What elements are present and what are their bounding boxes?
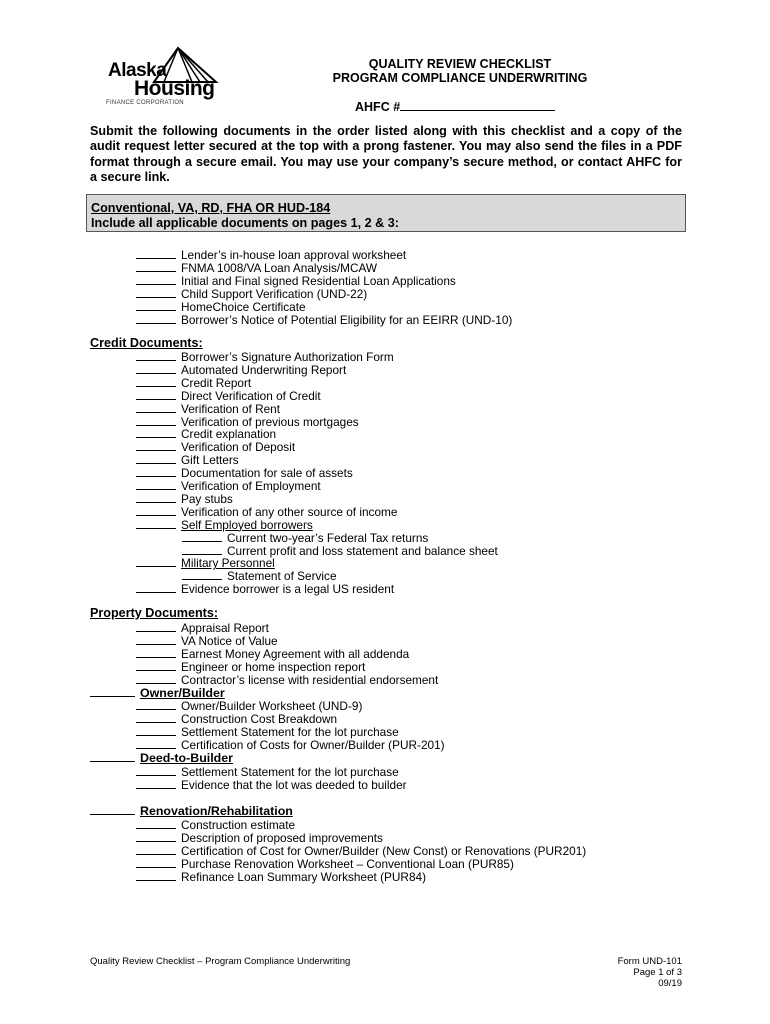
checkbox-blank[interactable] [136, 673, 176, 684]
checklist-item [182, 544, 498, 558]
footer-page-number: Page 1 of 3 [633, 967, 682, 978]
checklist-item [136, 765, 399, 779]
checkbox-blank[interactable] [136, 857, 176, 868]
logo-alaska-text: Alaska [108, 60, 167, 81]
checkbox-blank[interactable] [136, 313, 176, 324]
checklist-item-label: Contractor’s license with residential endorsement [181, 672, 439, 687]
property-documents-heading: Property Documents: [90, 606, 219, 620]
checkbox-blank[interactable] [90, 751, 135, 762]
checklist-item [136, 389, 321, 403]
checkbox-blank[interactable] [90, 686, 135, 697]
checkbox-blank[interactable] [90, 804, 135, 815]
checklist-item-label: Pay stubs [181, 491, 233, 506]
checklist-item-label: Evidence that the lot was deeded to builder [181, 777, 407, 792]
checklist-item [136, 274, 456, 288]
checklist-item [136, 857, 514, 871]
checklist-item-label: Appraisal Report [181, 621, 269, 635]
checklist-item-label: Description of proposed improvements [181, 830, 383, 845]
checklist-item [136, 440, 295, 454]
checklist-item-label: Credit explanation [181, 427, 277, 442]
checklist-item-label: Evidence borrower is a legal US resident [181, 582, 395, 597]
checklist-item-label: Settlement Statement for the lot purchase [181, 765, 399, 779]
checkbox-blank[interactable] [136, 712, 176, 723]
checklist-item-label: Gift Letters [181, 453, 239, 468]
checklist-item [136, 634, 278, 648]
self-employed-subheading: Self Employed borrowers [181, 517, 313, 532]
checkbox-blank[interactable] [136, 634, 176, 645]
checkbox-blank[interactable] [136, 415, 176, 426]
deed-to-builder-subheading: Deed-to-Builder [140, 751, 233, 765]
checkbox-blank[interactable] [136, 765, 176, 776]
checklist-item [90, 686, 225, 700]
checklist-item-label: Child Support Verification (UND-22) [181, 286, 368, 301]
checklist-item-label: Statement of Service [227, 569, 337, 584]
checklist-item-label: Verification of previous mortgages [181, 414, 359, 429]
checklist-item-label: Borrower’s Notice of Potential Eligibility for an EEIRR (UND-10) [181, 312, 513, 327]
checklist-item [136, 313, 512, 327]
checkbox-blank[interactable] [136, 778, 176, 789]
checkbox-blank[interactable] [136, 440, 176, 451]
footer-form-info [560, 956, 682, 989]
credit-documents-heading: Credit Documents: [90, 336, 203, 350]
checklist-item [136, 660, 365, 674]
checklist-item [136, 699, 362, 713]
checklist-item [136, 778, 407, 792]
checkbox-blank[interactable] [182, 569, 222, 580]
document-header [290, 57, 630, 85]
checklist-item [136, 287, 367, 301]
checklist-item [136, 818, 295, 832]
checkbox-blank[interactable] [136, 647, 176, 658]
checklist-item [136, 647, 409, 661]
checklist-item [136, 844, 586, 858]
ahfc-number-blank[interactable] [400, 99, 555, 111]
checklist-item-label: Certification of Cost for Owner/Builder (New Const) or Renovations (PUR201) [181, 843, 587, 858]
checklist-item [136, 738, 445, 752]
checkbox-blank[interactable] [136, 699, 176, 710]
checkbox-blank[interactable] [136, 402, 176, 413]
checklist-item [90, 804, 293, 818]
checkbox-blank[interactable] [136, 660, 176, 671]
checklist-item-label: Settlement Statement for the lot purchase [181, 724, 399, 739]
checklist-item [136, 427, 276, 441]
checklist-item-label: Direct Verification of Credit [181, 388, 321, 403]
checkbox-blank[interactable] [136, 261, 176, 272]
footer-form-number: Form UND-101 [617, 956, 682, 967]
instructions-paragraph: Submit the following documents in the order listed along with this checklist and a copy of the audit request letter secured at the top with a prong fastener. You may also send the files in a PDF format through a secure email. You may use your company’s secure method, or contact AHFC for a secure link. [90, 124, 682, 185]
checklist-item-label: Owner/Builder Worksheet (UND-9) [181, 699, 363, 713]
checklist-item-label: VA Notice of Value [181, 633, 278, 648]
ahfc-logo [104, 44, 224, 108]
checkbox-blank[interactable] [136, 300, 176, 311]
checklist-item [136, 466, 353, 480]
checkbox-blank[interactable] [136, 844, 176, 855]
checklist-item-label: Initial and Final signed Residential Loan Applications [181, 273, 456, 288]
checklist-item [136, 402, 280, 416]
footer-date: 09/19 [658, 978, 682, 989]
checkbox-blank[interactable] [136, 818, 176, 829]
checklist-item [182, 531, 428, 545]
checkbox-blank[interactable] [136, 518, 176, 529]
checklist-item [136, 479, 321, 493]
document-title: QUALITY REVIEW CHECKLIST [368, 57, 552, 71]
checklist-item-label: Construction estimate [181, 818, 296, 832]
checklist-item-label: Engineer or home inspection report [181, 659, 366, 674]
checklist-item [182, 569, 337, 583]
checklist-item-label: Current two-year’s Federal Tax returns [227, 530, 429, 545]
checkbox-blank[interactable] [136, 389, 176, 400]
checklist-item-label: Credit Report [181, 375, 252, 390]
checkbox-blank[interactable] [136, 453, 176, 464]
checklist-item-label: Verification of any other source of income [181, 504, 398, 519]
checkbox-blank[interactable] [136, 725, 176, 736]
checklist-item-label: HomeChoice Certificate [181, 299, 306, 314]
checklist-item [136, 376, 251, 390]
loan-types-heading: Conventional, VA, RD, FHA OR HUD-184 [91, 201, 331, 215]
checklist-item [136, 582, 394, 596]
checklist-item [136, 673, 438, 687]
footer-document-name: Quality Review Checklist – Program Compliance Underwriting [90, 956, 351, 967]
checkbox-blank[interactable] [136, 363, 176, 374]
checkbox-blank[interactable] [136, 556, 176, 567]
checkbox-blank[interactable] [136, 248, 176, 259]
checklist-item-label: FNMA 1008/VA Loan Analysis/MCAW [181, 260, 378, 275]
document-subtitle: PROGRAM COMPLIANCE UNDERWRITING [332, 71, 588, 85]
checkbox-blank[interactable] [136, 621, 176, 632]
checkbox-blank[interactable] [136, 287, 176, 298]
checklist-item [136, 518, 313, 532]
checkbox-blank[interactable] [136, 274, 176, 285]
renovation-subheading: Renovation/Rehabilitation [140, 804, 293, 818]
checklist-item-label: Current profit and loss statement and balance sheet [227, 543, 498, 558]
military-subheading: Military Personnel [181, 556, 275, 571]
applicable-documents-note: Include all applicable documents on pages 1, 2 & 3: [91, 216, 399, 230]
checklist-item [136, 492, 233, 506]
checklist-item [136, 453, 239, 467]
checklist-item-label: Lender’s in-house loan approval worksheet [181, 248, 407, 262]
owner-builder-subheading: Owner/Builder [140, 686, 225, 700]
checklist-item [136, 725, 399, 739]
checklist-item-label: Refinance Loan Summary Worksheet (PUR84) [181, 869, 426, 884]
checklist-item [90, 751, 233, 765]
checkbox-blank[interactable] [136, 376, 176, 387]
checklist-item-label: Verification of Deposit [181, 440, 296, 455]
checklist-item [136, 300, 306, 314]
checkbox-blank[interactable] [136, 870, 176, 881]
checklist-item-label: Borrower’s Signature Authorization Form [181, 350, 394, 364]
checkbox-blank[interactable] [136, 831, 176, 842]
checklist-item [136, 363, 346, 377]
checklist-item-label: Automated Underwriting Report [181, 362, 347, 377]
checkbox-blank[interactable] [136, 492, 176, 503]
checklist-item [136, 505, 397, 519]
checkbox-blank[interactable] [136, 350, 176, 361]
checkbox-blank[interactable] [136, 479, 176, 490]
checklist-item-label: Purchase Renovation Worksheet – Conventional Loan (PUR85) [181, 856, 514, 871]
checklist-item [136, 261, 377, 275]
checkbox-blank[interactable] [136, 505, 176, 516]
checklist-item-label: Documentation for sale of assets [181, 466, 353, 481]
checklist-item [136, 415, 359, 429]
checklist-item [136, 870, 426, 884]
checklist-item [136, 831, 383, 845]
checklist-item [136, 556, 275, 570]
checkbox-blank[interactable] [136, 427, 176, 438]
checkbox-blank[interactable] [182, 531, 222, 542]
logo-housing-text: Housing [134, 77, 215, 100]
checklist-item [136, 712, 337, 726]
ahfc-label: AHFC # [355, 100, 401, 114]
checkbox-blank[interactable] [182, 544, 222, 555]
checklist-item-label: Earnest Money Agreement with all addenda [181, 646, 410, 661]
checkbox-blank[interactable] [136, 466, 176, 477]
checklist-item [136, 350, 394, 364]
logo-subtitle: FINANCE CORPORATION [106, 100, 184, 106]
checklist-item-label: Construction Cost Breakdown [181, 711, 338, 726]
checkbox-blank[interactable] [136, 738, 176, 749]
checklist-item-label: Verification of Employment [181, 479, 321, 493]
checkbox-blank[interactable] [136, 582, 176, 593]
checklist-item [136, 621, 269, 635]
ahfc-number-field [355, 99, 555, 114]
checklist-item [136, 248, 406, 262]
checklist-item-label: Certification of Costs for Owner/Builder (PUR-201) [181, 737, 445, 752]
checklist-item-label: Verification of Rent [181, 401, 281, 416]
loan-type-box [86, 194, 686, 232]
